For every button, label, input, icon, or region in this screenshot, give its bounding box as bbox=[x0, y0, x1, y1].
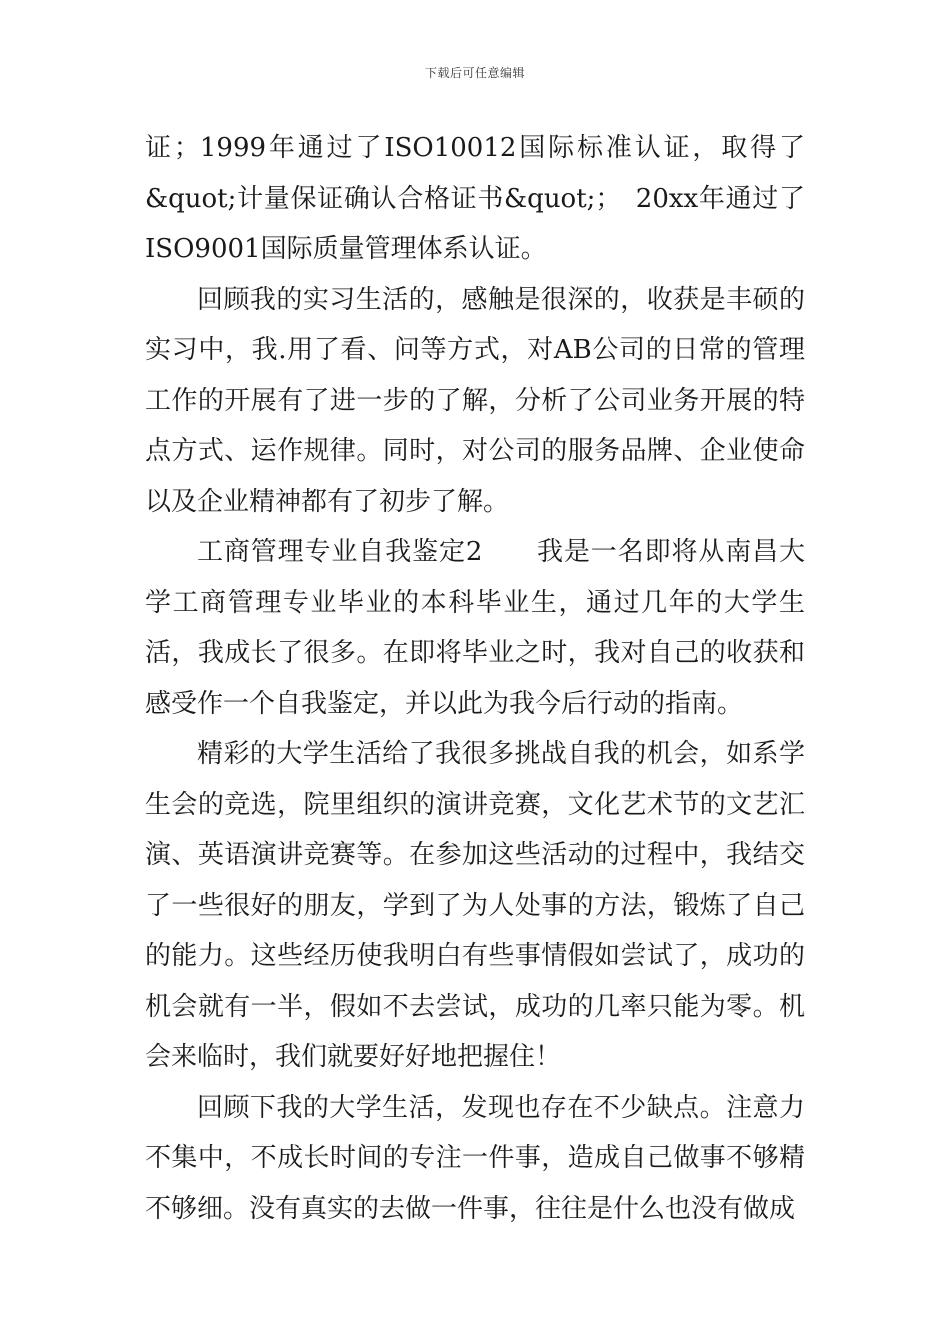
paragraph-2: 回顾我的实习生活的，感触是很深的，收获是丰硕的实习中，我.用了看、问等方式，对AB公司的日常的管理工作的开展有了进一步的了解，分析了公司业务开展的特点方式、运作规律。同时，对公司的服务品牌、企业使命以及企业精神都有了初步了解。 bbox=[145, 284, 805, 517]
paragraph-1: 证；1999年通过了ISO10012国际标准认证，取得了&quot;计量保证确认合格证书&quot;； 20xx年通过了ISO9001国际质量管理体系认证。 bbox=[145, 133, 805, 264]
paragraph-4: 精彩的大学生活给了我很多挑战自我的机会，如系学生会的竞选，院里组织的演讲竞赛，文化艺术节的文艺汇演、英语演讲竞赛等。在参加这些活动的过程中，我结交了一些很好的朋友，学到了为人处事的方法，锻炼了自己的能力。这些经历使我明白有些事情假如尝试了，成功的机会就有一半，假如不去尝试，成功的几率只能为零。机会来临时，我们就要好好地把握住！ bbox=[145, 739, 805, 1072]
header-note: 下载后可任意编辑 bbox=[424, 66, 525, 80]
paragraph-5: 回顾下我的大学生活，发现也存在不少缺点。注意力不集中，不成长时间的专注一件事，造成自己做事不够精不够细。没有真实的去做一件事，往往是什么也没有做成 bbox=[145, 1092, 805, 1224]
paragraph-3: 工商管理专业自我鉴定2 我是一名即将从南昌大学工商管理专业毕业的本科毕业生，通过几年的大学生活，我成长了很多。在即将毕业之时，我对自己的收获和感受作一个自我鉴定，并以此为我今后行动的指南。 bbox=[145, 537, 805, 719]
document-body bbox=[145, 123, 805, 1234]
